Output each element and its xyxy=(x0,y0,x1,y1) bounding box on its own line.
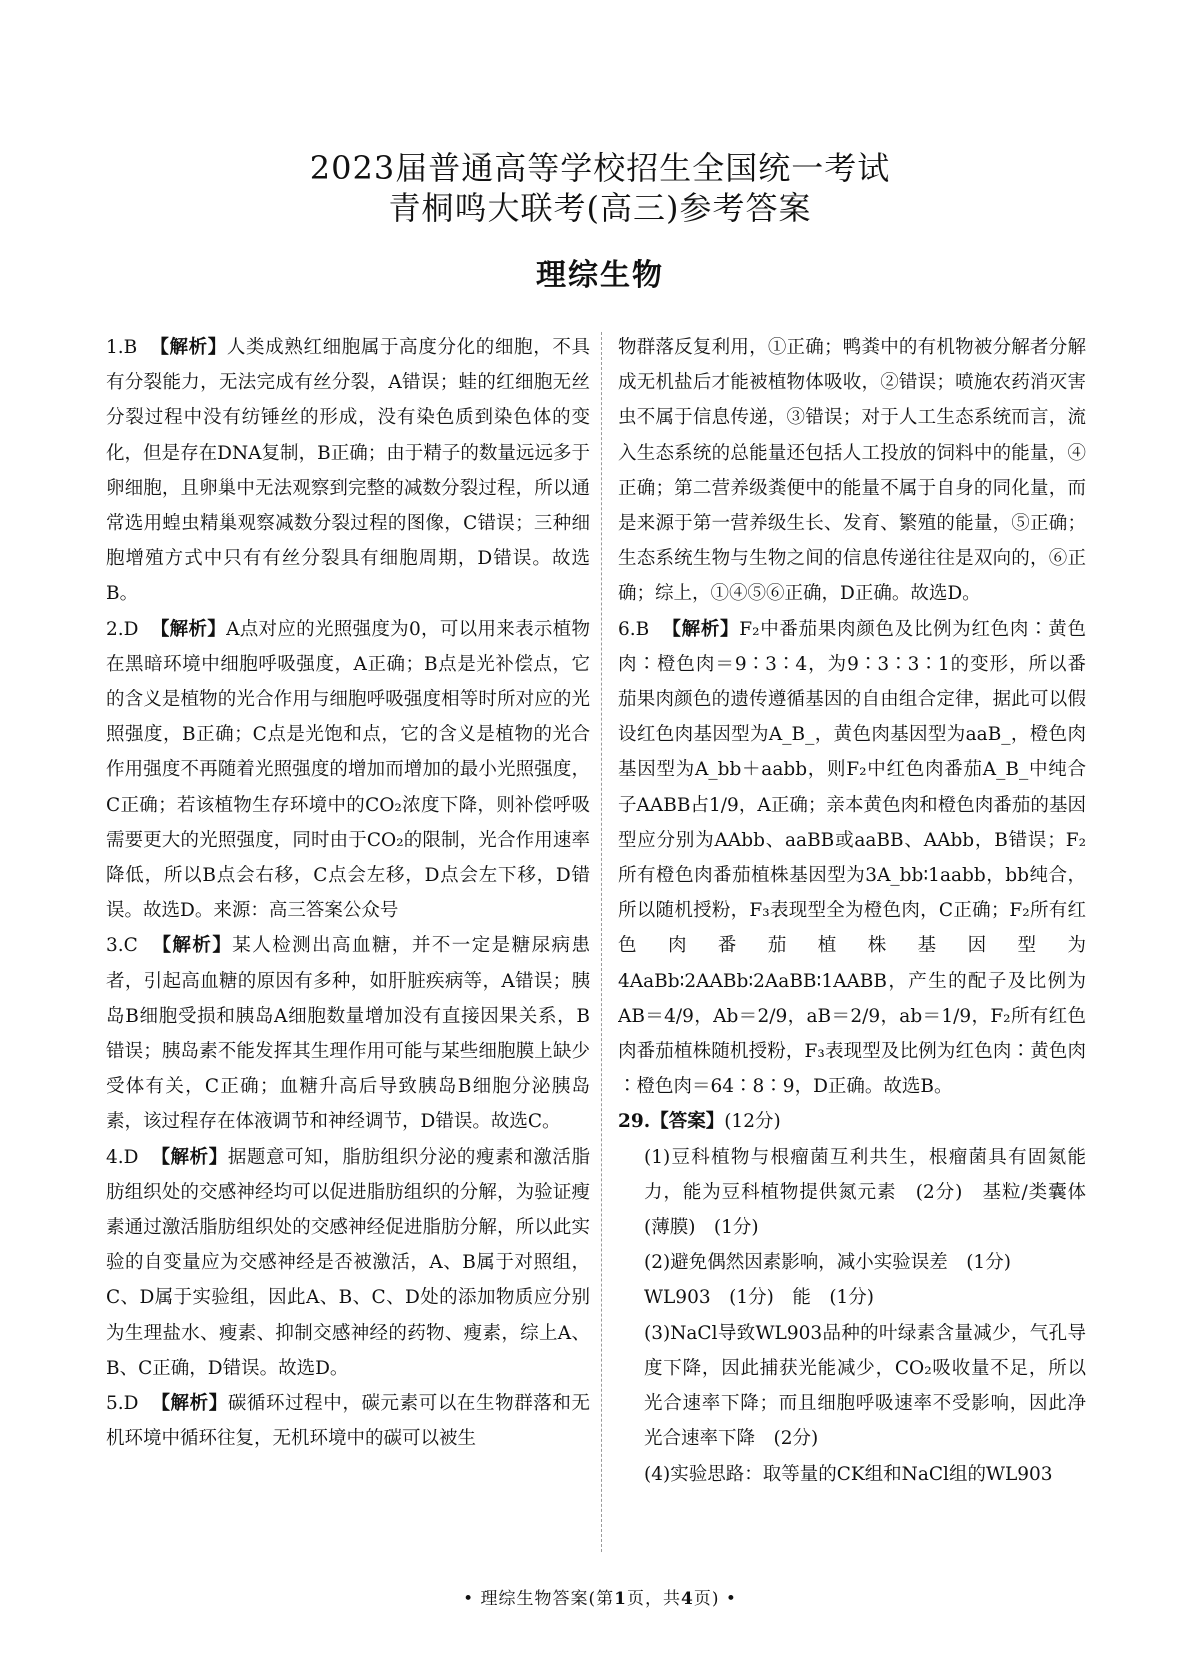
answer-q29-part2: (2)避免偶然因素影响，减小实验误差 (1分) xyxy=(644,1252,1011,1274)
score-label: (12分) xyxy=(724,1111,781,1133)
footer-prefix: • 理综生物答案(第 xyxy=(463,1589,615,1609)
analysis-tag: 【解析】 xyxy=(151,1393,228,1415)
question-number: 1.B xyxy=(106,337,138,358)
answer-q2 xyxy=(106,612,590,929)
analysis-tag: 【解析】 xyxy=(151,1146,228,1168)
question-number: 4.D xyxy=(106,1146,139,1168)
footer-page-total: 4 xyxy=(681,1589,694,1609)
exam-subtitle: 青桐鸣大联考(高三)参考答案 xyxy=(388,189,812,227)
answer-q29-part3: (3)NaCl导致WL903品种的叶绿素含量减少，气孔导度下降，因此捕获光能减少，CO₂吸收量不足，所以光合速率下降；而且细胞呼吸速率不受影响，因此净光合速率下降 (2分) xyxy=(644,1322,1086,1450)
answer-q29-part2b: WL903 (1分) 能 (1分) xyxy=(644,1287,875,1309)
answer-q29-header xyxy=(618,1104,1086,1139)
analysis-tag: 【解析】 xyxy=(662,618,740,640)
footer-suffix: 页) • xyxy=(693,1589,737,1609)
answer-q29-part4: (4)实验思路：取等量的CK组和NaCl组的WL903 xyxy=(644,1463,1053,1485)
analysis-text: 碳循环过程中，碳元素可以在生物群落和无机环境中循环往复，无机环境中的碳可以被生 xyxy=(106,1393,590,1450)
analysis-tag: 【解析】 xyxy=(152,935,233,957)
question-number: 29. xyxy=(618,1111,651,1133)
analysis-tag: 【解析】 xyxy=(150,337,227,358)
answer-q4 xyxy=(106,1140,590,1386)
footer-page-number: 1 xyxy=(614,1589,627,1609)
analysis-text: A点对应的光照强度为0，可以用来表示植物在黑暗环境中细胞呼吸强度，A正确；B点是光补偿点，它的含义是植物的光合作用与细胞呼吸强度相等时所对应的光照强度，B正确；C点是光饱和点，它的含义是植物的光合作用强度不再随着光照强度的增加而增加的最小光照强度，C正确；若该植物生存环境中的CO₂浓度下降，则补偿呼吸需要更大的光照强度，同时由于CO₂的限制，光合作用速率降低，所以B点会右移，C点会左移，D点会左下移，D错误。故选D。 xyxy=(106,618,590,922)
answer-q1 xyxy=(106,330,590,612)
footer-middle: 页，共 xyxy=(627,1589,681,1609)
analysis-text: 某人检测出高血糖，并不一定是糖尿病患者，引起高血糖的原因有多种，如肝脏疾病等，A错误；胰岛B细胞受损和胰岛A细胞数量增加没有直接因果关系，B错误；胰岛素不能发挥其生理作用可能与某些细胞膜上缺少受体有关，C正确；血糖升高后导致胰岛B细胞分泌胰岛素，该过程存在体液调节和神经调节，D错误。故选C。 xyxy=(106,935,590,1133)
page-footer xyxy=(0,1584,1200,1609)
analysis-text: F₂中番茄果肉颜色及比例为红色肉∶黄色肉∶橙色肉＝9∶3∶4，为9∶3∶3∶1的变形，所以番茄果肉颜色的遗传遵循基因的自由组合定律，据此可以假设红色肉基因型为A_B_，黄色肉基因型为aaB_，橙色肉基因型为A_bb＋aabb，则F₂中红色肉番茄A_B_中纯合子AABB占1/9，A正确；亲本黄色肉和橙色肉番茄的基因型应分别为AAbb、aaBB或aaBB、AAbb，B错误；F₂所有橙色肉番茄植株基因型为3A_bb∶1aabb，bb纯合，所以随机授粉，F₃表现型全为橙色肉，C正确；F₂所有红色肉番茄植株基因型为4AaBb∶2AABb∶2AaBB∶1AABB，产生的配子及比例为AB＝4/9，Ab＝2/9，aB＝2/9，ab＝1/9，F₂所有红色肉番茄植株随机授粉，F₃表现型及比例为红色肉∶黄色肉∶橙色肉＝64∶8∶9，D正确。故选B。 xyxy=(618,618,1086,1098)
right-column xyxy=(618,330,1086,1550)
analysis-tag: 【解析】 xyxy=(150,618,227,640)
analysis-text: 人类成熟红细胞属于高度分化的细胞，不具有分裂能力，无法完成有丝分裂，A错误；蛙的红细胞无丝分裂过程中没有纺锤丝的形成，没有染色质到染色体的变化，但是存在DNA复制，B正确；由于精子的数量远远多于卵细胞，且卵巢中无法观察到完整的减数分裂过程，所以通常选用蝗虫精巢观察减数分裂过程的图像，C错误；三种细胞增殖方式中只有有丝分裂具有细胞周期，D错误。故选B。 xyxy=(106,337,590,605)
answer-q3 xyxy=(106,928,590,1139)
question-number: 3.C xyxy=(106,935,138,957)
answer-q5 xyxy=(106,1386,590,1456)
answer-tag: 【答案】 xyxy=(650,1111,725,1133)
left-column xyxy=(106,330,590,1550)
source-note: 来源：高三答案公众号 xyxy=(213,900,399,922)
answer-q5-continued: 物群落反复利用，①正确；鸭粪中的有机物被分解者分解成无机盐后才能被植物体吸收，②错误；喷施农药消灭害虫不属于信息传递，③错误；对于人工生态系统而言，流入生态系统的总能量还包括人工投放的饲料中的能量，④正确；第二营养级粪便中的能量不属于自身的同化量，而是来源于第一营养级生长、发育、繁殖的能量，⑤正确；生态系统生物与生物之间的信息传递往往是双向的，⑥正确；综上，①④⑤⑥正确，D正确。故选D。 xyxy=(618,337,1086,605)
analysis-text: 据题意可知，脂肪组织分泌的瘦素和激活脂肪组织处的交感神经均可以促进脂肪组织的分解，为验证瘦素通过激活脂肪组织处的交感神经促进脂肪分解，所以此实验的自变量应为交感神经是否被激活，A、B属于对照组，C、D属于实验组，因此A、B、C、D处的添加物质应分别为生理盐水、瘦素、抑制交感神经的药物、瘦素，综上A、B、C正确，D错误。故选D。 xyxy=(106,1146,590,1379)
answer-q29-part1: (1)豆科植物与根瘤菌互利共生，根瘤菌具有固氮能力，能为豆科植物提供氮元素 (2分) 基粒/类囊体(薄膜) (1分) xyxy=(644,1146,1086,1239)
answer-q6 xyxy=(618,612,1086,1105)
exam-title: 2023届普通高等学校招生全国统一考试 xyxy=(309,149,891,187)
subject-heading: 理综生物 xyxy=(536,258,664,293)
column-divider xyxy=(601,332,602,1552)
question-number: 5.D xyxy=(106,1393,139,1415)
question-number: 2.D xyxy=(106,618,139,640)
question-number: 6.B xyxy=(618,618,650,640)
